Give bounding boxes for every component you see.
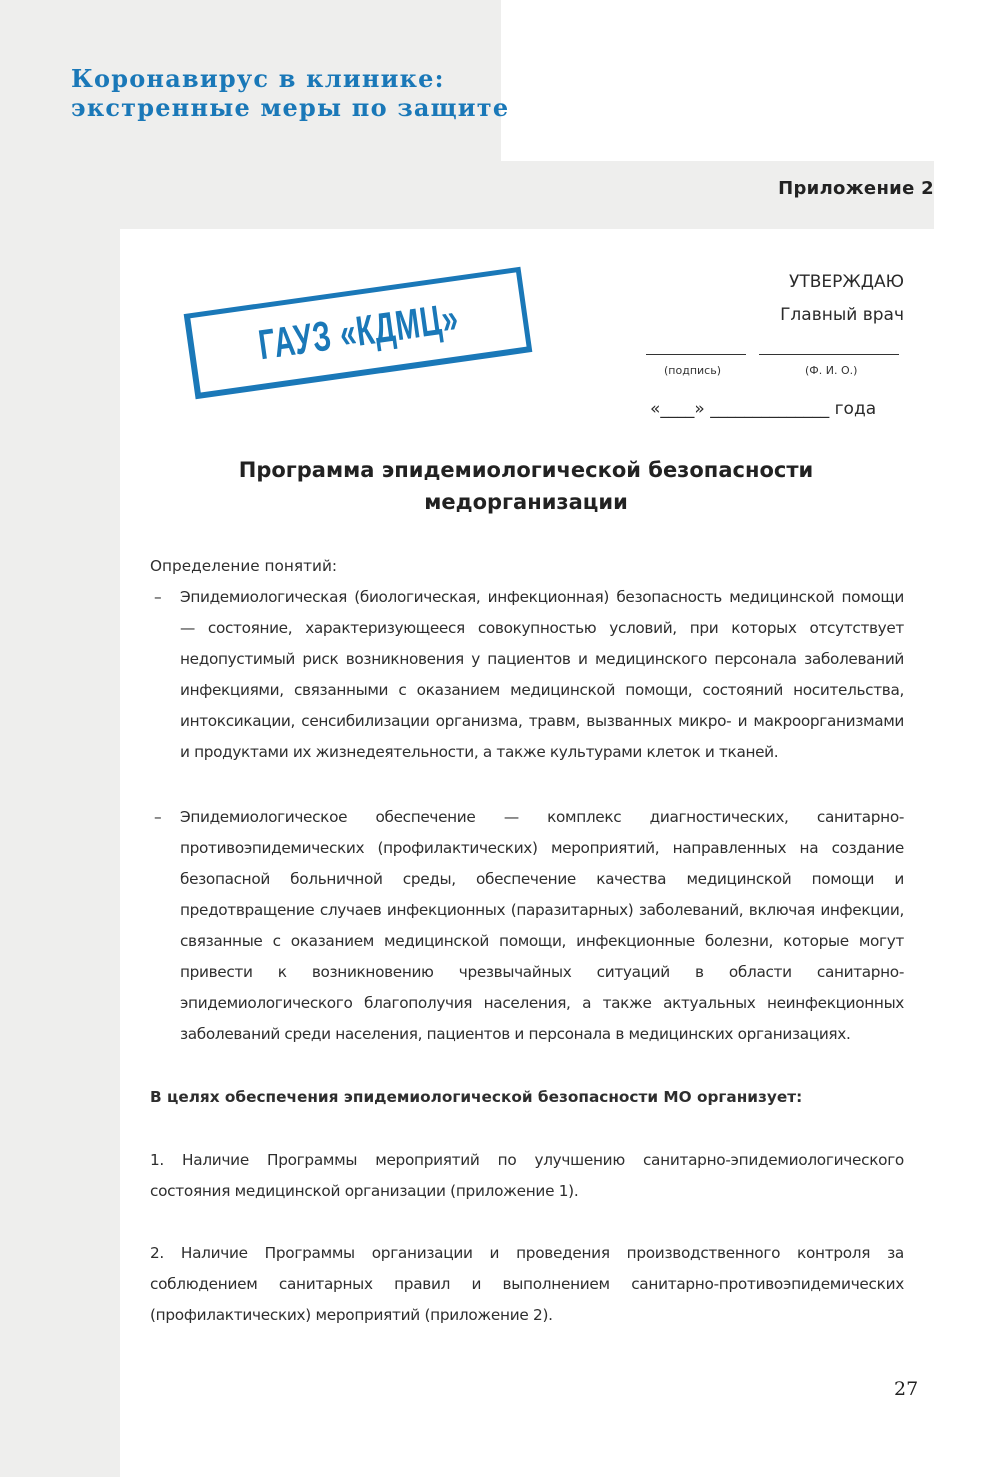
book-title bbox=[71, 64, 509, 122]
name-caption: (Ф. И. О.) bbox=[805, 364, 858, 377]
document-title-line-1: Программа эпидемиологической безопасности bbox=[238, 458, 814, 482]
approval-title: УТВЕРЖДАЮ bbox=[789, 272, 904, 292]
book-title-line-1: Коронавирус в клинике: bbox=[71, 64, 445, 93]
dash-bullet: – bbox=[154, 808, 162, 826]
document-title-line-2: медорганизации bbox=[424, 490, 628, 514]
organization-stamp bbox=[184, 267, 533, 399]
approval-role: Главный врач bbox=[780, 305, 904, 325]
definition-item bbox=[150, 582, 904, 768]
organizes-heading: В целях обеспечения эпидемиологической безопасности МО организует: bbox=[150, 1088, 803, 1106]
approval-date-line: «____» ______________ года bbox=[650, 399, 877, 419]
book-title-line-2: экстренные меры по защите bbox=[71, 93, 510, 122]
page-number: 27 bbox=[894, 1378, 919, 1400]
numbered-item: 2. Наличие Программы организации и проведения производственного контроля за соблюдением санитарных правил и выполнением санитарно-противоэпидемических (профилактических) мероприятий (приложение 2). bbox=[150, 1244, 904, 1324]
definition-item bbox=[150, 802, 904, 1050]
name-line bbox=[759, 354, 899, 355]
dash-bullet: – bbox=[154, 588, 162, 606]
numbered-item: 1. Наличие Программы мероприятий по улучшению санитарно-эпидемиологического состояния медицинской организации (приложение 1). bbox=[150, 1151, 904, 1200]
definitions-heading: Определение понятий: bbox=[150, 557, 338, 575]
left-margin-band bbox=[0, 228, 120, 1477]
definition-text: Эпидемиологическое обеспечение — комплекс диагностических, санитарно-противоэпидемических (профилактических) мероприятий, направленных на создание безопасной больничной среды, обеспечение качества медицинской помощи и предотвращение случаев инфекционных (паразитарных) заболеваний, включая инфекции, связанные с оказанием медицинской помощи, инфекционные болезни, которые могут привести к возникновению чрезвычайных ситуаций в области санитарно-эпидемиологического благополучия населения, а также актуальных неинфекционных заболеваний среди населения, пациентов и персонала в медицинских организациях. bbox=[180, 808, 904, 1043]
definition-text: Эпидемиологическая (биологическая, инфекционная) безопасность медицинской помощи — состояние, характеризующееся совокупностью условий, при которых отсутствует недопустимый риск возникновения у пациентов и медицинского персонала заболеваний инфекциями, связанными с оказанием медицинской помощи, состояний носительства, интоксикации, сенсибилизации организма, травм, вызванных микро- и макроорганизмами и продуктами их жизнедеятельности, а также культурами клеток и тканей. bbox=[180, 588, 904, 761]
signature-line bbox=[646, 354, 746, 355]
document-title bbox=[150, 454, 902, 518]
stamp-text: ГАУЗ «КДМЦ» bbox=[255, 295, 462, 369]
appendix-label: Приложение 2 bbox=[778, 178, 934, 199]
signature-caption: (подпись) bbox=[664, 364, 721, 377]
